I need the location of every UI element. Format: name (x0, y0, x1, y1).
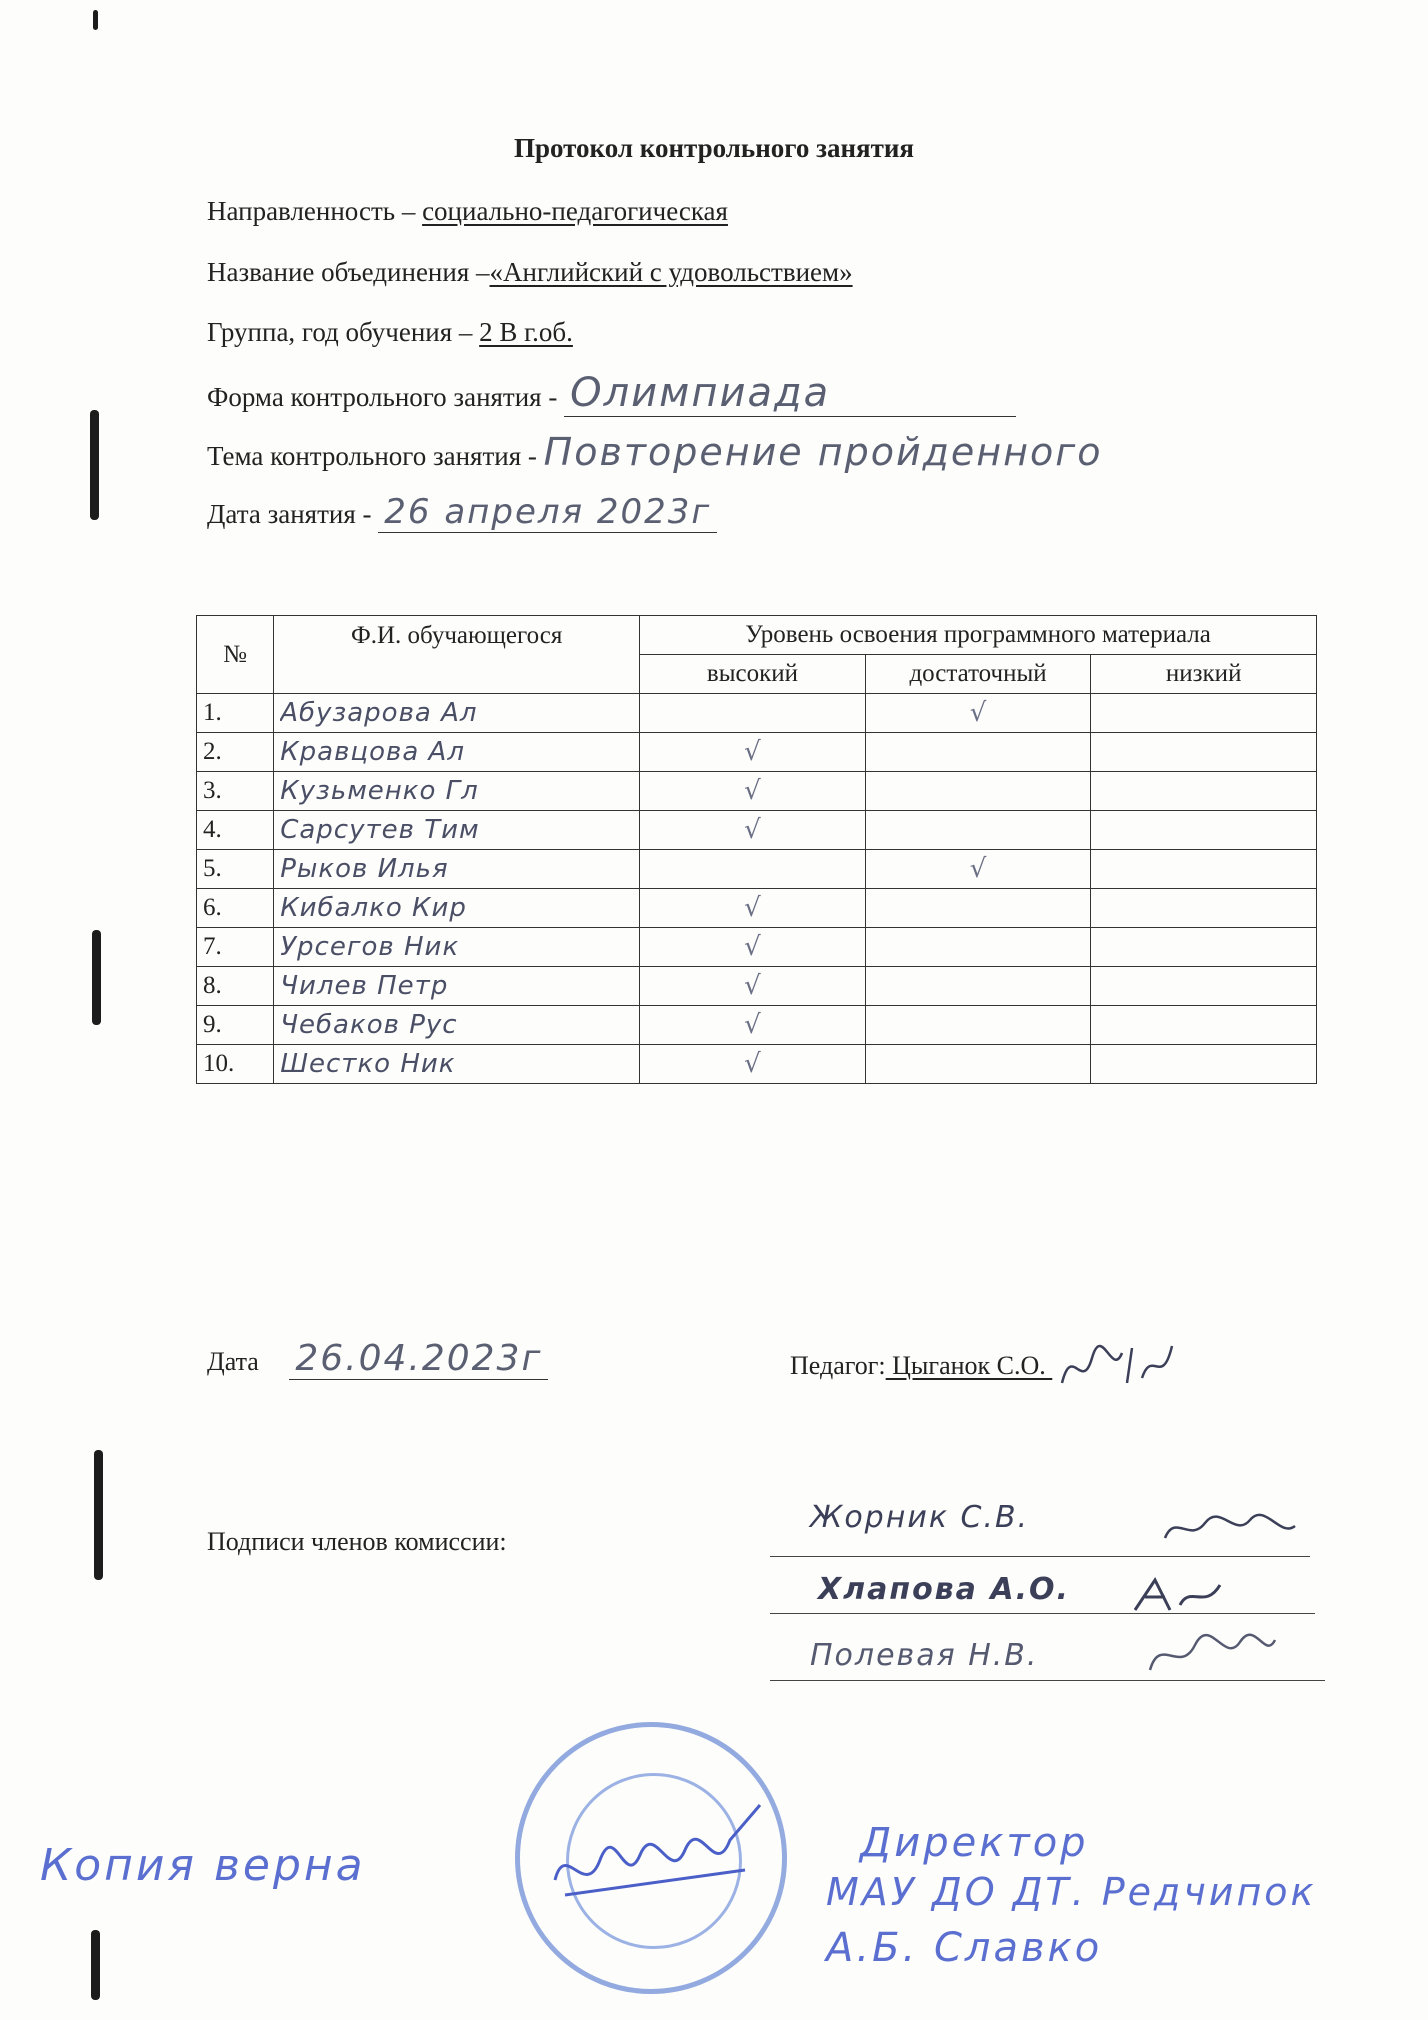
row-number: 10. (197, 1045, 274, 1084)
level-high-cell (640, 1006, 866, 1045)
row-number: 6. (197, 889, 274, 928)
level-sufficient-cell (865, 733, 1091, 772)
commission-member-1: Жорник С.В. (810, 1500, 1030, 1535)
table-row (197, 811, 1317, 850)
row-number: 1. (197, 694, 274, 733)
commission-signature-2 (1130, 1575, 1230, 1615)
level-low-cell (1091, 1045, 1317, 1084)
row-number: 9. (197, 1006, 274, 1045)
header-high: высокий (640, 655, 866, 694)
check-mark-icon: √ (969, 854, 987, 884)
check-mark-icon: √ (744, 815, 761, 845)
field-topic (207, 430, 1102, 474)
table-row (197, 694, 1317, 733)
level-sufficient-cell (865, 889, 1091, 928)
field-label: Группа, год обучения – (207, 317, 480, 347)
table-row (197, 772, 1317, 811)
student-name-cell (274, 811, 640, 850)
table-body (197, 694, 1317, 1084)
level-high-cell (640, 928, 866, 967)
level-high-cell (640, 733, 866, 772)
teacher-label: Педагог: (790, 1350, 886, 1380)
header-num: № (197, 616, 274, 694)
student-name-handwritten: Сарсутев Тим (280, 815, 480, 845)
level-high-cell (640, 811, 866, 850)
row-number: 3. (197, 772, 274, 811)
commission-line-3 (770, 1680, 1325, 1681)
commission-line-2 (770, 1613, 1315, 1614)
level-high-cell (640, 694, 866, 733)
level-low-cell (1091, 694, 1317, 733)
level-sufficient-cell (865, 928, 1091, 967)
header-sufficient: достаточный (865, 655, 1091, 694)
header-name: Ф.И. обучающегося (274, 616, 640, 694)
field-value-handwritten: Повторение пройденного (543, 430, 1103, 474)
row-number: 4. (197, 811, 274, 850)
level-sufficient-cell (865, 772, 1091, 811)
director-note-line2: МАУ ДО ДТ. Редчипок (826, 1870, 1317, 1914)
student-name-handwritten: Чебаков Рус (280, 1010, 458, 1040)
student-name-handwritten: Абузарова Ал (280, 698, 478, 728)
student-name-cell (274, 1006, 640, 1045)
row-number: 8. (197, 967, 274, 1006)
commission-signature-1 (1160, 1508, 1300, 1548)
binder-mark (90, 410, 99, 520)
student-name-handwritten: Чилев Петр (280, 971, 449, 1001)
table-row (197, 1045, 1317, 1084)
check-mark-icon: √ (744, 932, 761, 962)
check-mark-icon: √ (744, 737, 761, 767)
binder-mark (93, 10, 98, 30)
check-mark-icon: √ (744, 776, 761, 806)
field-direction (207, 196, 728, 227)
director-note-line3: А.Б. Славко (826, 1925, 1103, 1971)
field-value: 2 В г.об. (479, 317, 573, 347)
level-low-cell (1091, 928, 1317, 967)
document-title: Протокол контрольного занятия (513, 133, 915, 163)
student-name-handwritten: Кузьменко Гл (280, 776, 479, 806)
level-high-cell (640, 889, 866, 928)
director-note-line1: Директор (860, 1820, 1089, 1866)
row-number: 7. (197, 928, 274, 967)
level-low-cell (1091, 967, 1317, 1006)
field-value: «Английский с удовольствием» (489, 257, 853, 287)
commission-signature-3 (1140, 1630, 1280, 1680)
student-name-handwritten: Урсегов Ник (280, 932, 460, 962)
row-number: 2. (197, 733, 274, 772)
header-low: низкий (1091, 655, 1317, 694)
level-low-cell (1091, 889, 1317, 928)
binder-mark (94, 1450, 103, 1580)
student-name-cell (274, 889, 640, 928)
copy-note: Копия верна (40, 1840, 366, 1891)
student-name-cell (274, 967, 640, 1006)
director-signature (545, 1800, 775, 1920)
student-name-cell (274, 772, 640, 811)
teacher-signature (1052, 1338, 1182, 1398)
field-value-handwritten: Олимпиада (564, 370, 1016, 417)
commission-member-2: Хлапова А.О. (818, 1572, 1070, 1607)
commission-line-1 (770, 1556, 1310, 1557)
field-label: Дата занятия - (207, 499, 379, 529)
signature-date (207, 1338, 548, 1380)
level-sufficient-cell (865, 1006, 1091, 1045)
binder-mark (91, 1930, 100, 2000)
level-low-cell (1091, 850, 1317, 889)
teacher-name: Цыганок С.О. (885, 1350, 1053, 1380)
level-sufficient-cell (865, 850, 1091, 889)
field-value-handwritten: 26 апреля 2023г (378, 492, 717, 533)
table-row (197, 733, 1317, 772)
field-date (207, 492, 717, 533)
table-row (197, 928, 1317, 967)
results-table (196, 615, 1317, 1084)
level-low-cell (1091, 772, 1317, 811)
field-form (207, 370, 1016, 417)
table-row (197, 889, 1317, 928)
level-sufficient-cell (865, 1045, 1091, 1084)
student-name-cell (274, 1045, 640, 1084)
level-high-cell (640, 772, 866, 811)
level-low-cell (1091, 1006, 1317, 1045)
table-row (197, 850, 1317, 889)
field-label: Название объединения – (207, 257, 490, 287)
student-name-cell (274, 694, 640, 733)
field-value: социально-педагогическая (422, 196, 728, 226)
level-high-cell (640, 1045, 866, 1084)
level-sufficient-cell (865, 967, 1091, 1006)
check-mark-icon: √ (969, 698, 987, 728)
field-label: Тема контрольного занятия - (207, 441, 544, 471)
table-header-row (197, 616, 1317, 655)
date-label: Дата (207, 1347, 259, 1376)
field-association (207, 257, 853, 288)
level-low-cell (1091, 733, 1317, 772)
check-mark-icon: √ (744, 971, 761, 1001)
level-sufficient-cell (865, 811, 1091, 850)
student-name-handwritten: Кравцова Ал (280, 737, 465, 767)
student-name-handwritten: Шестко Ник (280, 1049, 456, 1079)
signature-teacher (790, 1338, 1182, 1398)
commission-label: Подписи членов комиссии: (207, 1527, 507, 1556)
student-name-handwritten: Рыков Илья (280, 854, 449, 884)
level-sufficient-cell (865, 694, 1091, 733)
table-row (197, 1006, 1317, 1045)
student-name-handwritten: Кибалко Кир (280, 893, 467, 923)
date-value-handwritten: 26.04.2023г (289, 1338, 548, 1380)
check-mark-icon: √ (744, 893, 761, 923)
check-mark-icon: √ (744, 1049, 761, 1079)
student-name-cell (274, 850, 640, 889)
binder-mark (92, 930, 101, 1025)
student-name-cell (274, 733, 640, 772)
commission-member-3: Полевая Н.В. (810, 1638, 1039, 1673)
level-low-cell (1091, 811, 1317, 850)
field-label: Форма контрольного занятия - (207, 382, 565, 412)
level-high-cell (640, 850, 866, 889)
field-group (207, 317, 573, 348)
header-level-group: Уровень освоения программного материала (640, 616, 1317, 655)
level-high-cell (640, 967, 866, 1006)
check-mark-icon: √ (744, 1010, 761, 1040)
table-row (197, 967, 1317, 1006)
field-label: Направленность – (207, 196, 423, 226)
row-number: 5. (197, 850, 274, 889)
student-name-cell (274, 928, 640, 967)
